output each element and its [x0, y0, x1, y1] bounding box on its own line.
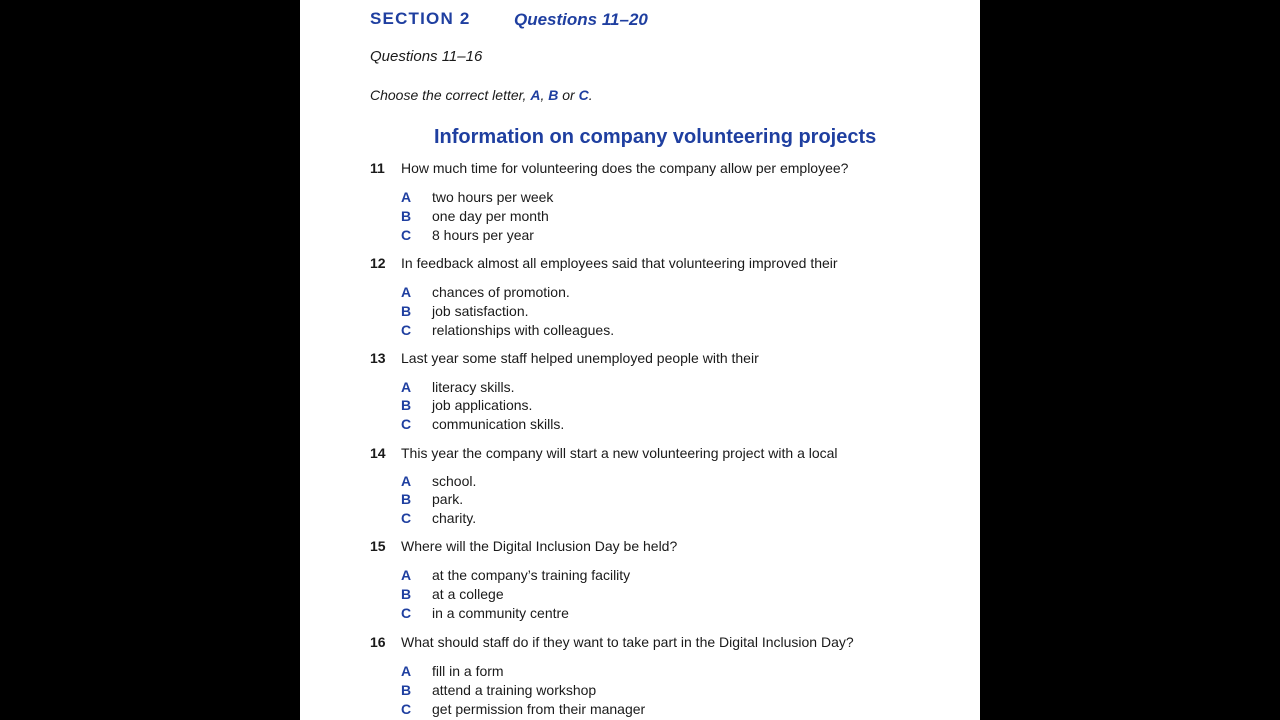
question-number: 14	[370, 445, 386, 461]
option-text-b: park.	[432, 491, 464, 507]
instruction-letter-a: A	[530, 87, 541, 103]
option-text-c: relationships with colleagues.	[432, 322, 615, 338]
option-letter-c: C	[401, 701, 412, 717]
option-letter-c: C	[401, 510, 412, 526]
question-number: 12	[370, 255, 386, 271]
option-letter-b: B	[401, 682, 412, 698]
question-number: 16	[370, 634, 386, 650]
option-text-a: school.	[432, 473, 477, 489]
question-number: 13	[370, 350, 386, 366]
option-letter-b: B	[401, 208, 412, 224]
option-letter-a: A	[401, 189, 412, 205]
option-letter-a: A	[401, 567, 412, 583]
question-text: Last year some staff helped unemployed people with their	[401, 350, 759, 366]
option-letter-b: B	[401, 491, 412, 507]
question-text: Where will the Digital Inclusion Day be held?	[401, 538, 678, 554]
option-text-b: one day per month	[432, 208, 549, 224]
question-group-range: Questions 11–16	[370, 48, 483, 65]
option-text-a: at the company’s training facility	[432, 567, 631, 583]
section-range: Questions 11–20	[514, 10, 648, 29]
question-text: In feedback almost all employees said that volunteering improved their	[401, 255, 838, 271]
option-letter-c: C	[401, 227, 412, 243]
option-letter-b: B	[401, 397, 412, 413]
option-text-b: job applications.	[432, 397, 533, 413]
option-letter-c: C	[401, 416, 412, 432]
instruction-sep: or	[558, 87, 579, 103]
question-number: 11	[370, 160, 385, 176]
option-letter-a: A	[401, 663, 412, 679]
section-label: SECTION 2	[370, 9, 471, 28]
option-text-c: charity.	[432, 510, 477, 526]
option-letter-a: A	[401, 284, 412, 300]
question-text: What should staff do if they want to take part in the Digital Inclusion Day?	[401, 634, 854, 650]
option-text-a: fill in a form	[432, 663, 504, 679]
option-letter-c: C	[401, 322, 412, 338]
option-text-c: 8 hours per year	[432, 227, 534, 243]
instruction-suffix: .	[588, 87, 593, 103]
option-letter-a: A	[401, 473, 412, 489]
instruction-letter-c: C	[578, 87, 589, 103]
option-text-b: attend a training workshop	[432, 682, 597, 698]
option-text-a: two hours per week	[432, 189, 554, 205]
question-number: 15	[370, 538, 386, 554]
document-page	[300, 0, 980, 720]
document-title: Information on company volunteering projects	[434, 126, 877, 148]
instruction	[370, 87, 593, 103]
instruction-prefix: Choose the correct letter,	[370, 87, 531, 103]
option-text-a: chances of promotion.	[432, 284, 570, 300]
option-text-c: communication skills.	[432, 416, 565, 432]
option-text-b: at a college	[432, 586, 504, 602]
option-text-c: get permission from their manager	[432, 701, 646, 717]
option-text-b: job satisfaction.	[432, 303, 529, 319]
option-letter-b: B	[401, 303, 412, 319]
option-text-c: in a community centre	[432, 605, 569, 621]
question-text: This year the company will start a new volunteering project with a local	[401, 445, 838, 461]
instruction-sep: ,	[540, 87, 549, 103]
option-text-a: literacy skills.	[432, 379, 515, 395]
option-letter-a: A	[401, 379, 412, 395]
option-letter-c: C	[401, 605, 412, 621]
option-letter-b: B	[401, 586, 412, 602]
instruction-letter-b: B	[548, 87, 559, 103]
question-text: How much time for volunteering does the company allow per employee?	[401, 160, 849, 176]
